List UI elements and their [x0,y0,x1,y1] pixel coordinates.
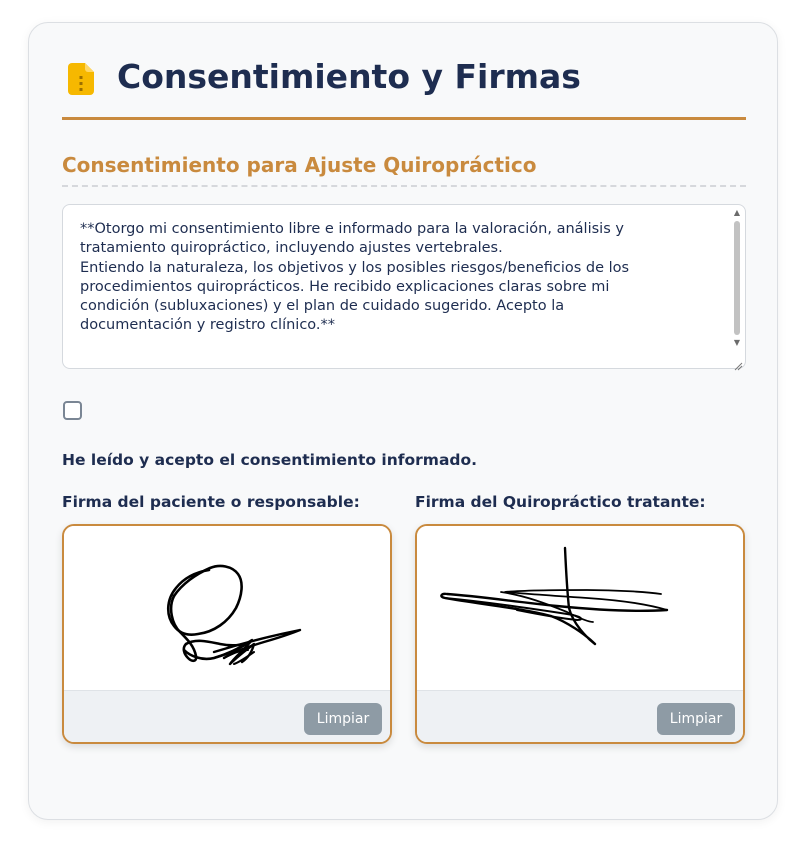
consent-signatures-card [28,22,778,820]
chiropractor-signature-pad[interactable] [415,524,745,744]
consent-section-title: Consentimiento para Ajuste Quiropráctico [62,151,746,187]
card-header [62,51,746,120]
consent-scrollbar[interactable] [732,208,742,348]
accept-consent-label: He leído y acepto el consentimiento informado. [62,451,478,469]
chiropractor-signature-canvas[interactable] [417,526,743,690]
patient-signature-drawing [64,526,390,690]
consent-textarea[interactable] [62,204,746,369]
resize-grip-icon[interactable] [733,356,743,366]
consent-text: **Otorgo mi consentimiento libre e informado para la valoración, análisis y tratamiento quiropráctico, incluyendo ajustes vertebrales. Entiendo la naturaleza, los objetivos y los posibles riesgos/beneficios de los procedimientos quiroprácticos. He recibido explicaciones claras sobre mi condición (subluxaciones) y el plan de cuidado sugerido. Acepto la documentación y registro clínico.** [80,221,630,334]
patient-signature-label: Firma del paciente o responsable: [62,493,360,511]
document-icon [68,63,94,95]
chiropractor-signature-drawing [417,526,743,690]
accept-consent-checkbox[interactable] [63,401,82,420]
patient-signature-canvas[interactable] [64,526,390,690]
patient-signature-pad[interactable] [62,524,392,744]
chiropractor-signature-label: Firma del Quiropráctico tratante: [415,493,706,511]
scroll-up-arrow-icon[interactable]: ▲ [733,208,741,217]
patient-clear-button[interactable]: Limpiar [304,703,382,735]
chiropractor-clear-button[interactable]: Limpiar [657,703,735,735]
chiropractor-signature-footer [417,690,743,743]
page-title: Consentimiento y Firmas [117,57,581,96]
patient-signature-footer [64,690,390,743]
scroll-down-arrow-icon[interactable]: ▼ [733,338,741,347]
scroll-thumb[interactable] [734,221,740,335]
